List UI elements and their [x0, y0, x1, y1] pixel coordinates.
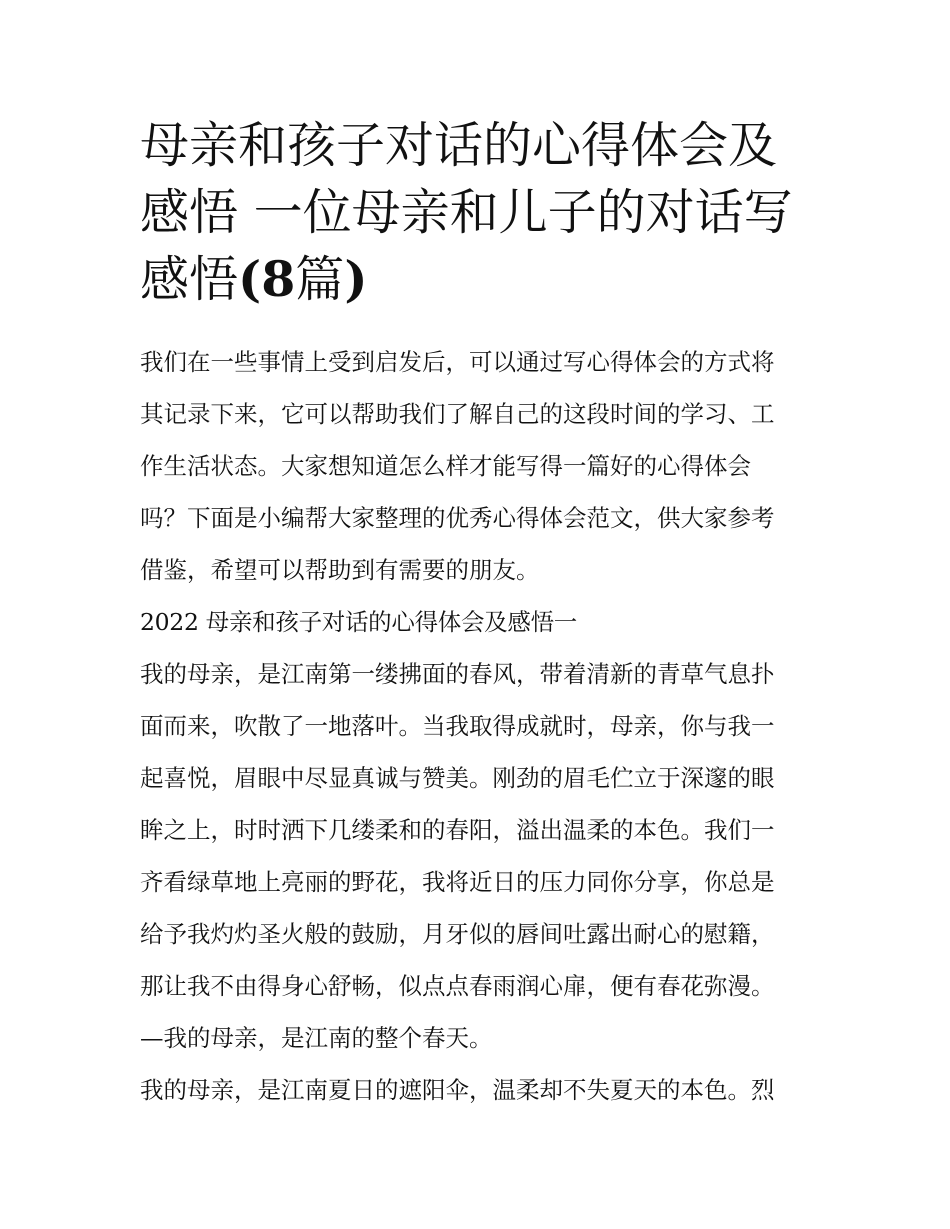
intro-line: 我们在一些事情上受到启发后，可以通过写心得体会的方式将	[140, 348, 775, 376]
intro-paragraph	[140, 344, 812, 589]
body-line: 我的母亲，是江南第一缕拂面的春风，带着清新的青草气息扑	[140, 660, 775, 688]
body-line: 起喜悦，眉眼中尽显真诚与赞美。刚劲的眉毛伫立于深邃的眼	[140, 764, 775, 792]
title-line-3-bold: (8	[238, 250, 296, 308]
body-line: 那让我不由得身心舒畅，似点点春雨润心扉，便有春花弥漫。	[140, 972, 775, 1000]
title-line-3-mid: 篇	[295, 251, 345, 308]
title-line-3-end: )	[344, 250, 368, 308]
intro-line: 作生活状态。大家想知道怎么样才能写得一篇好的心得体会	[140, 452, 751, 480]
closing-line: —我的母亲，是江南的整个春天。	[140, 1024, 493, 1052]
body-line: 齐看绿草地上亮丽的野花，我将近日的压力同你分享，你总是	[140, 868, 775, 896]
body-line: 眸之上，时时洒下几缕柔和的春阳，溢出温柔的本色。我们一	[140, 816, 775, 844]
body-line: 给予我灼灼圣火般的鼓励，月牙似的唇间吐露出耐心的慰籍，	[140, 920, 775, 948]
intro-line: 其记录下来，它可以帮助我们了解自己的这段时间的学习、工	[140, 400, 775, 428]
body-paragraph	[140, 656, 812, 1005]
document-page	[140, 112, 812, 1124]
title-line-2: 感悟 一位母亲和儿子的对话写	[140, 184, 793, 241]
next-paragraph-line: 我的母亲，是江南夏日的遮阳伞，温柔却不失夏天的本色。烈	[140, 1076, 775, 1104]
intro-line: 借鉴，希望可以帮助到有需要的朋友。	[140, 556, 540, 584]
title-line-1: 母亲和孩子对话的心得体会及	[140, 117, 778, 174]
section-heading: 2022 母亲和孩子对话的心得体会及感悟一	[140, 608, 577, 636]
document-title	[140, 112, 812, 313]
intro-line: 吗？下面是小编帮大家整理的优秀心得体会范文，供大家参考	[140, 504, 775, 532]
body-line: 面而来，吹散了一地落叶。当我取得成就时，母亲，你与我一	[140, 712, 775, 740]
title-line-3-prefix: 感悟	[140, 251, 239, 308]
